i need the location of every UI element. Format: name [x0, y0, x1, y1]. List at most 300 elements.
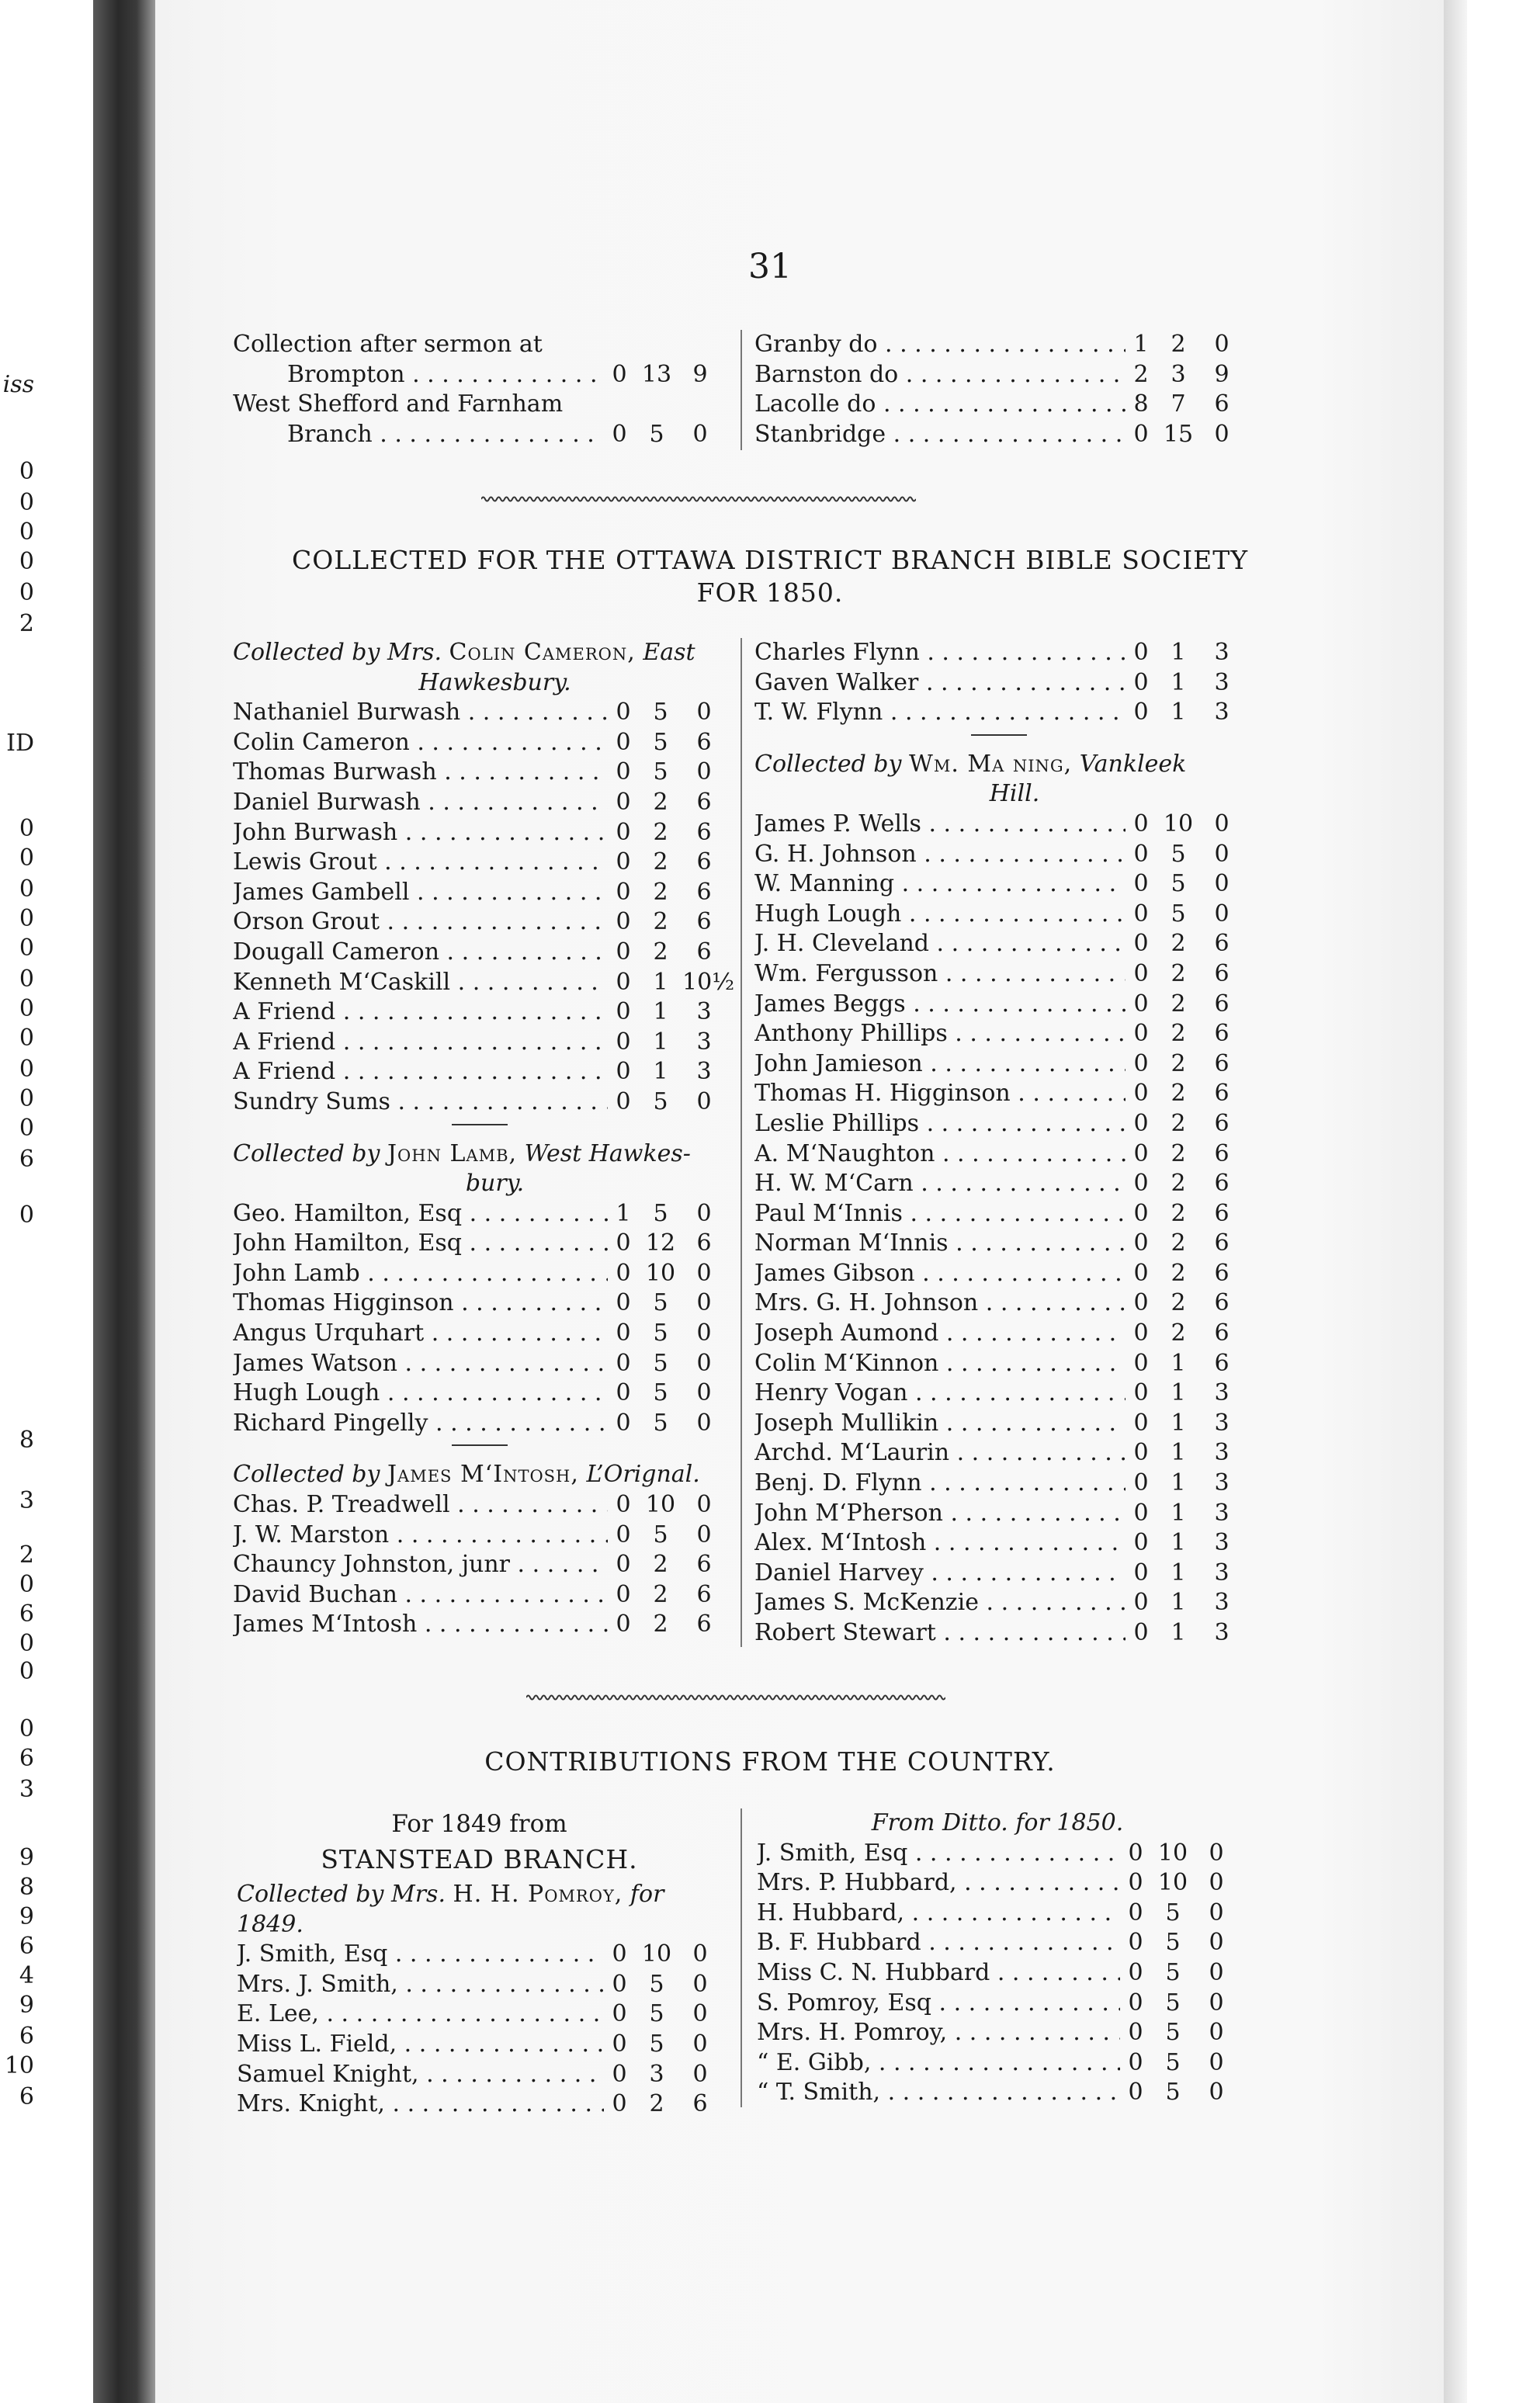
amount-pence: 6 — [1214, 1259, 1230, 1287]
amount-pounds: 0 — [1133, 900, 1149, 928]
entry-name: Barnston do . . . — [754, 360, 1126, 390]
amount-pounds: 0 — [1133, 639, 1149, 666]
entry-name: E. Lee, . . . — [237, 1999, 604, 2030]
entry-row — [233, 788, 726, 818]
amount-pence: 0 — [1214, 870, 1230, 898]
entry-name: James Gibson . . . — [754, 1259, 1126, 1289]
amount-shillings: 10 — [1157, 1839, 1188, 1867]
column-divider — [741, 1808, 742, 2107]
entry-row — [757, 1928, 1238, 1958]
amount-pence: 6 — [696, 1580, 712, 1608]
entry-name: John Jamieson . . . — [754, 1049, 1126, 1080]
entry-name: Mrs. P. Hubbard, . . . — [757, 1868, 1120, 1898]
amount-pence: 6 — [1214, 1080, 1230, 1108]
entry-name: Wm. Fergusson . . . — [754, 959, 1126, 990]
amount-pence: 6 — [1214, 1109, 1230, 1137]
amount-pounds: 0 — [616, 1551, 631, 1579]
entry-row — [754, 330, 1243, 360]
amount-pence: 6 — [1214, 1349, 1230, 1377]
entry-name: J. Smith, Esq . . . — [757, 1839, 1120, 1869]
entry-row — [237, 2030, 722, 2060]
amount-pounds: 0 — [1133, 840, 1149, 868]
fragment-text: 0 — [19, 876, 34, 903]
column-divider — [741, 330, 742, 450]
amount-pounds: 0 — [1133, 810, 1149, 837]
entry-name: Alex. M‘Intosh . . . — [754, 1528, 1126, 1559]
fragment-text: 9 — [19, 1992, 34, 2019]
collector-header — [237, 1880, 722, 1940]
amount-pounds: 0 — [616, 1259, 631, 1287]
country-left-column — [237, 1808, 722, 2120]
amount-pence: 0 — [692, 2060, 708, 2088]
amount-pounds: 0 — [616, 878, 631, 906]
amount-shillings: 5 — [653, 1199, 668, 1227]
entry-name: G. H. Johnson . . . — [754, 840, 1126, 870]
amount-pence: 3 — [1214, 668, 1230, 696]
entry-row — [754, 1468, 1243, 1499]
entry-row — [754, 420, 1243, 450]
fragment-text: ID — [6, 730, 34, 757]
amount-pence: 6 — [1214, 390, 1230, 418]
amount-pounds: 0 — [616, 1087, 631, 1115]
entry-row — [754, 1618, 1243, 1649]
entry-row — [233, 728, 726, 758]
amount-shillings: 5 — [653, 699, 668, 726]
entry-row — [233, 1409, 726, 1439]
collector-prefix: Collected by Mrs. — [237, 1881, 446, 1908]
amount-pounds: 0 — [1133, 1170, 1149, 1198]
entry-row — [233, 1028, 726, 1058]
amount-pounds: 0 — [1128, 2048, 1143, 2076]
entry-name: Daniel Burwash . . . — [233, 788, 608, 818]
amount-shillings: 1 — [653, 1028, 668, 1056]
entry-name: Henry Vogan . . . — [754, 1378, 1126, 1409]
entry-row — [233, 968, 735, 998]
entry-name: James Watson . . . — [233, 1349, 608, 1379]
amount-pence: 3 — [1214, 1409, 1230, 1437]
amount-shillings: 5 — [1165, 2079, 1181, 2107]
ottawa-right-column — [754, 638, 1243, 1649]
entry-row — [233, 1521, 726, 1551]
amount-pounds: 0 — [1133, 420, 1149, 448]
entry-row — [233, 1349, 726, 1379]
amount-pence: 6 — [696, 728, 712, 756]
amount-pounds: 0 — [612, 2030, 627, 2058]
entry-name: H. Hubbard, . . . — [757, 1898, 1120, 1929]
entry-name: Orson Grout . . . — [233, 907, 608, 938]
entry-row — [754, 1559, 1243, 1589]
amount-shillings: 1 — [1171, 1409, 1186, 1437]
entry-row — [233, 848, 726, 878]
entry-name: Lacolle do . . . — [754, 390, 1126, 420]
amount-shillings: 2 — [653, 1611, 668, 1638]
amount-pounds: 0 — [1128, 2079, 1143, 2107]
fragment-text: 0 — [19, 489, 34, 516]
amount-pounds: 0 — [612, 2060, 627, 2088]
amount-pounds: 0 — [1133, 1080, 1149, 1108]
collector-year: for 1849. — [237, 1881, 664, 1938]
amount-pounds: 0 — [1133, 870, 1149, 898]
top-right-column — [754, 330, 1243, 449]
entry-name: James Beggs . . . — [754, 990, 1126, 1020]
amount-shillings: 5 — [1165, 1898, 1181, 1926]
amount-shillings: 1 — [653, 998, 668, 1026]
amount-shillings: 2 — [1171, 1080, 1186, 1108]
fragment-text: 0 — [19, 1658, 34, 1685]
amount-pence: 6 — [696, 788, 712, 816]
collector-place-cont: bury. — [465, 1170, 525, 1198]
amount-pence: 3 — [1214, 1559, 1230, 1586]
amount-shillings: 1 — [1171, 1559, 1186, 1586]
branch-name: STANSTEAD BRANCH. — [321, 1844, 638, 1874]
amount-pounds: 0 — [612, 2090, 627, 2118]
amount-shillings: 1 — [1171, 1529, 1186, 1557]
amount-pence: 0 — [696, 1259, 712, 1287]
amount-pounds: 0 — [616, 998, 631, 1026]
entry-name: A. M‘Naughton . . . — [754, 1139, 1126, 1170]
entry-row — [757, 1989, 1238, 2019]
amount-pence: 0 — [692, 2030, 708, 2058]
amount-shillings: 5 — [649, 1970, 664, 1998]
entry-row — [233, 758, 726, 788]
fragment-text: 6 — [19, 1600, 34, 1628]
amount-pence: 0 — [692, 420, 708, 448]
entry-name: John Hamilton, Esq . . . — [233, 1229, 608, 1259]
amount-pence: 3 — [1214, 1469, 1230, 1497]
entry-row — [233, 1288, 726, 1319]
fragment-text: 0 — [19, 579, 34, 606]
entry-name: Hugh Lough . . . — [233, 1378, 608, 1409]
entry-name: Granby do . . . — [754, 330, 1126, 360]
entry-name: A Friend . . . — [233, 1028, 608, 1058]
amount-pounds: 0 — [1133, 1289, 1149, 1317]
entry-row — [233, 360, 722, 390]
amount-pounds: 0 — [616, 1349, 631, 1377]
fragment-text: 0 — [19, 1085, 34, 1112]
collector-header — [233, 1139, 726, 1199]
fragment-text: 0 — [19, 966, 34, 993]
amount-pence: 0 — [692, 1940, 708, 1968]
amount-pounds: 0 — [1128, 1898, 1143, 1926]
entry-name: John Lamb . . . — [233, 1259, 608, 1289]
entry-row — [754, 360, 1243, 390]
entry-row — [233, 1057, 726, 1087]
amount-pounds: 0 — [616, 818, 631, 846]
entry-name: West Shefford and Farnham — [233, 390, 564, 418]
entry-name: Norman M‘Innis . . . — [754, 1229, 1126, 1259]
entry-row — [754, 390, 1243, 420]
amount-pence: 6 — [696, 1611, 712, 1638]
amount-shillings: 5 — [1171, 840, 1186, 868]
amount-pence: 0 — [1214, 810, 1230, 837]
entry-name: James M‘Intosh . . . — [233, 1610, 608, 1640]
amount-pounds: 0 — [616, 848, 631, 876]
amount-shillings: 2 — [653, 908, 668, 936]
amount-pounds: 0 — [1133, 1020, 1149, 1048]
amount-shillings: 5 — [1165, 1989, 1181, 2016]
amount-pounds: 0 — [616, 1289, 631, 1317]
amount-shillings: 5 — [649, 2030, 664, 2058]
amount-pence: 0 — [692, 2000, 708, 2028]
amount-pence: 0 — [1214, 840, 1230, 868]
amount-shillings: 2 — [653, 818, 668, 846]
fragment-text: 3 — [19, 1776, 34, 1803]
amount-shillings: 7 — [1171, 390, 1186, 418]
entry-name: Dougall Cameron . . . — [233, 938, 608, 968]
amount-shillings: 1 — [1171, 1439, 1186, 1467]
amount-shillings: 1 — [653, 1058, 668, 1086]
entry-name: Anthony Phillips . . . — [754, 1019, 1126, 1049]
entry-name: Daniel Harvey . . . — [754, 1559, 1126, 1589]
entry-row — [233, 1580, 726, 1611]
entry-name: Mrs. H. Pomroy, . . . — [757, 2018, 1120, 2048]
amount-pounds: 1 — [1133, 331, 1149, 358]
entry-name: Colin M‘Kinnon . . . — [754, 1349, 1126, 1379]
amount-pence: 0 — [696, 1409, 712, 1437]
amount-shillings: 2 — [1171, 1319, 1186, 1347]
entry-row — [757, 1839, 1238, 1869]
amount-pence: 6 — [1214, 1049, 1230, 1077]
amount-pence: 6 — [1214, 1139, 1230, 1167]
amount-pounds: 1 — [616, 1199, 631, 1227]
amount-pence: 0 — [696, 1087, 712, 1115]
amount-shillings: 2 — [653, 1580, 668, 1608]
amount-pence: 3 — [1214, 1619, 1230, 1646]
fragment-text: 0 — [19, 458, 34, 485]
entry-row — [233, 420, 722, 450]
amount-pence: 0 — [1209, 1958, 1224, 1986]
amount-pence: 9 — [1214, 360, 1230, 388]
amount-pounds: 0 — [1128, 1839, 1143, 1867]
entry-name: Joseph Aumond . . . — [754, 1319, 1126, 1349]
entry-name: Thomas H. Higginson . . . — [754, 1079, 1126, 1109]
entry-row — [754, 990, 1243, 1020]
amount-shillings: 13 — [641, 360, 672, 388]
amount-shillings: 2 — [1171, 1229, 1186, 1257]
entry-row — [233, 390, 722, 420]
amount-shillings: 1 — [1171, 1349, 1186, 1377]
fragment-text: 0 — [19, 1571, 34, 1598]
entry-row — [237, 1999, 722, 2030]
amount-pence: 0 — [1209, 1839, 1224, 1867]
entry-name: Branch . . . — [233, 420, 604, 450]
amount-pence: 6 — [692, 2090, 708, 2118]
fragment-text: iss — [2, 371, 34, 398]
amount-shillings: 5 — [653, 1349, 668, 1377]
collector-place: L’Orignal. — [586, 1461, 700, 1489]
entry-row — [754, 1259, 1243, 1289]
entry-row — [757, 1958, 1238, 1989]
collector-prefix: Collected by — [233, 1139, 380, 1167]
amount-pounds: 0 — [1133, 1409, 1149, 1437]
amount-pounds: 0 — [616, 1409, 631, 1437]
amount-pounds: 0 — [1133, 930, 1149, 958]
amount-pounds: 0 — [1133, 1139, 1149, 1167]
amount-pence: 0 — [1209, 1869, 1224, 1897]
branch-year-line: For 1849 from — [391, 1810, 567, 1838]
entry-row — [237, 2060, 722, 2090]
entry-row — [233, 1610, 726, 1640]
amount-pence: 6 — [696, 938, 712, 966]
amount-shillings: 3 — [1171, 360, 1186, 388]
entry-row — [754, 1139, 1243, 1170]
entry-name: John M‘Pherson . . . — [754, 1499, 1126, 1529]
collector-name: Wm. Ma ning, — [909, 750, 1073, 778]
amount-pounds: 0 — [616, 938, 631, 966]
entry-name: B. F. Hubbard . . . — [757, 1928, 1120, 1958]
fragment-text: 0 — [19, 1202, 34, 1229]
amount-pence: 6 — [1214, 1170, 1230, 1198]
amount-pounds: 0 — [1128, 1958, 1143, 1986]
amount-pounds: 0 — [616, 699, 631, 726]
entry-row — [757, 1898, 1238, 1929]
entry-row — [757, 2078, 1238, 2108]
amount-pounds: 0 — [612, 420, 627, 448]
entry-name: David Buchan . . . — [233, 1580, 608, 1611]
amount-pence: 3 — [1214, 639, 1230, 666]
amount-pounds: 0 — [616, 758, 631, 786]
amount-pence: 6 — [1214, 1289, 1230, 1317]
fragment-text: 0 — [19, 518, 34, 546]
collector-place: West Hawkes- — [524, 1139, 691, 1167]
entry-row — [237, 1940, 722, 1970]
section-divider-rule — [971, 734, 1027, 736]
amount-shillings: 2 — [1171, 1020, 1186, 1048]
fragment-text: 6 — [19, 1745, 34, 1772]
fragment-text: 3 — [19, 1487, 34, 1514]
amount-shillings: 5 — [649, 420, 664, 448]
entry-name: Chauncy Johnston, junr . . . — [233, 1550, 608, 1580]
amount-pence: 0 — [696, 699, 712, 726]
amount-pence: 6 — [1214, 990, 1230, 1018]
amount-pounds: 0 — [1133, 1229, 1149, 1257]
amount-shillings: 1 — [1171, 639, 1186, 666]
entry-row — [237, 1970, 722, 2000]
amount-shillings: 2 — [1171, 1109, 1186, 1137]
amount-shillings: 5 — [653, 758, 668, 786]
amount-pounds: 0 — [1133, 1049, 1149, 1077]
fragment-text: 0 — [19, 844, 34, 872]
amount-shillings: 2 — [653, 938, 668, 966]
collector-name: H. H. Pomroy, — [453, 1881, 623, 1908]
fragment-text: 8 — [19, 1874, 34, 1901]
entry-row — [754, 668, 1243, 699]
fragment-text: 0 — [19, 1630, 34, 1657]
entry-row — [754, 1349, 1243, 1379]
amount-pence: 3 — [1214, 1499, 1230, 1527]
collector-prefix: Collected by — [754, 750, 902, 778]
entry-name: Paul M‘Innis . . . — [754, 1199, 1126, 1229]
amount-pounds: 0 — [616, 1521, 631, 1548]
amount-pence: 0 — [1214, 331, 1230, 358]
amount-shillings: 5 — [1171, 900, 1186, 928]
amount-shillings: 5 — [1165, 1929, 1181, 1957]
collector-header — [754, 750, 1243, 810]
amount-pounds: 0 — [612, 1940, 627, 1968]
amount-pence: 6 — [696, 1551, 712, 1579]
entry-row — [754, 638, 1243, 668]
fragment-text: 2 — [19, 1541, 34, 1569]
entry-name: Miss L. Field, . . . — [237, 2030, 604, 2060]
ottawa-title-year: FOR 1850. — [696, 577, 844, 608]
fragment-text: 0 — [19, 1715, 34, 1742]
fragment-text: 0 — [19, 1056, 34, 1083]
amount-pence: 0 — [696, 1319, 712, 1347]
amount-shillings: 10 — [645, 1259, 676, 1287]
amount-shillings: 2 — [1171, 1289, 1186, 1317]
entry-row — [754, 1378, 1243, 1409]
entry-row — [754, 1169, 1243, 1199]
amount-shillings: 2 — [1171, 930, 1186, 958]
amount-pence: 3 — [696, 1058, 712, 1086]
amount-pence: 0 — [696, 1289, 712, 1317]
entry-name: Mrs. J. Smith, . . . — [237, 1970, 604, 2000]
amount-pounds: 0 — [616, 908, 631, 936]
amount-pounds: 0 — [616, 788, 631, 816]
amount-pence: 0 — [692, 1970, 708, 1998]
entry-row — [754, 1588, 1243, 1618]
entry-name: Nathaniel Burwash . . . — [233, 698, 608, 728]
amount-pence: 6 — [1214, 1199, 1230, 1227]
entry-name: Angus Urquhart . . . — [233, 1319, 608, 1349]
entry-name: James Gambell . . . — [233, 878, 608, 908]
amount-shillings: 5 — [653, 1319, 668, 1347]
entry-row — [754, 840, 1243, 870]
entry-row — [233, 1550, 726, 1580]
entry-row — [233, 938, 726, 968]
fragment-text: 0 — [19, 548, 34, 575]
entry-row — [233, 1087, 726, 1118]
entry-row — [233, 878, 726, 908]
amount-pence: 6 — [696, 818, 712, 846]
amount-pence: 3 — [1214, 1379, 1230, 1407]
entry-name: Archd. M‘Laurin . . . — [754, 1438, 1126, 1468]
amount-pounds: 0 — [1133, 1109, 1149, 1137]
ottawa-left-column — [233, 638, 735, 1640]
collector-name: Colin Cameron, — [449, 639, 636, 666]
amount-pence: 3 — [1214, 1529, 1230, 1557]
amount-shillings: 2 — [653, 1551, 668, 1579]
fragment-text: 10 — [4, 2052, 34, 2079]
amount-shillings: 1 — [1171, 668, 1186, 696]
entry-row — [233, 907, 726, 938]
amount-shillings: 1 — [1171, 699, 1186, 726]
amount-pounds: 0 — [616, 728, 631, 756]
entry-row — [754, 698, 1243, 728]
amount-shillings: 5 — [1171, 870, 1186, 898]
entry-row — [233, 330, 722, 360]
amount-pounds: 0 — [1133, 959, 1149, 987]
amount-pounds: 0 — [612, 1970, 627, 1998]
fragment-text: 6 — [19, 2023, 34, 2050]
amount-pence: 0 — [696, 1521, 712, 1548]
amount-shillings: 2 — [653, 878, 668, 906]
amount-pounds: 8 — [1133, 390, 1149, 418]
page-number: 31 — [748, 247, 792, 286]
amount-shillings: 5 — [653, 1409, 668, 1437]
amount-pounds: 0 — [616, 1379, 631, 1407]
wavy-rule — [481, 494, 916, 505]
amount-pounds: 0 — [616, 1580, 631, 1608]
fragment-text: 9 — [19, 1844, 34, 1871]
amount-shillings: 5 — [653, 1289, 668, 1317]
amount-pounds: 0 — [1133, 1349, 1149, 1377]
amount-pounds: 0 — [616, 1028, 631, 1056]
page-edge — [1444, 0, 1467, 2403]
amount-pounds: 0 — [1133, 1559, 1149, 1586]
entry-row — [233, 1259, 726, 1289]
amount-shillings: 5 — [1165, 2019, 1181, 2047]
